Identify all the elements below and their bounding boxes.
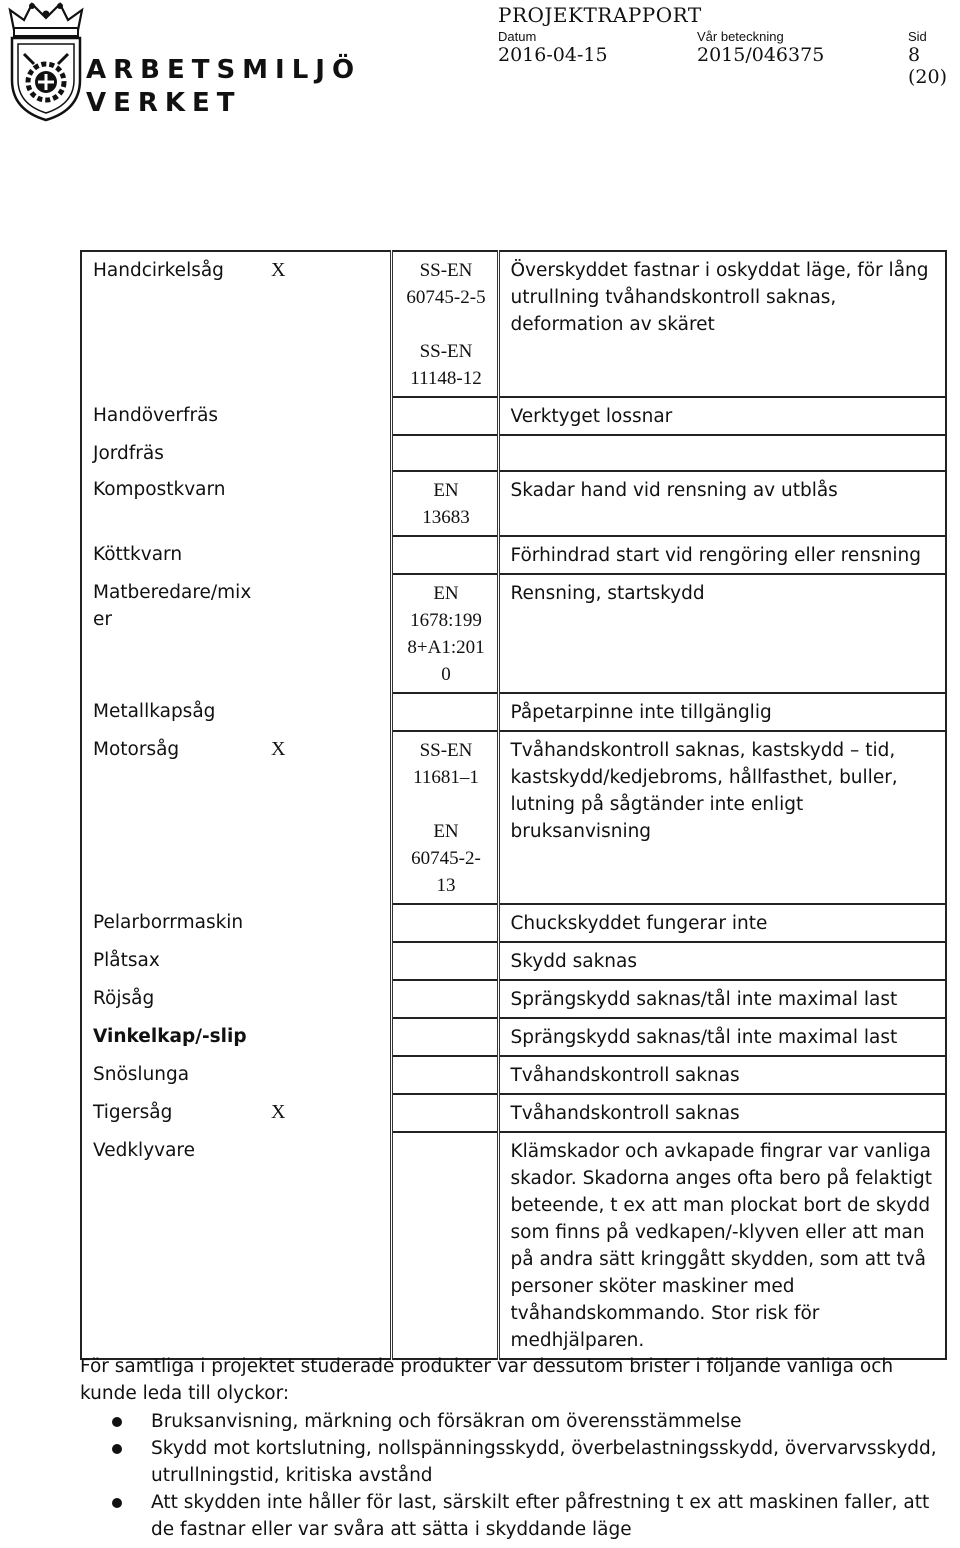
standard-line: 11681–1 [413, 767, 479, 788]
tested-mark-cell: X [260, 251, 391, 397]
standard-line [404, 311, 489, 338]
standard-cell [391, 397, 498, 435]
product-name-cell: Vinkelkap/-slip [81, 1018, 260, 1056]
defect-description-cell [498, 435, 946, 471]
standard-cell [391, 942, 498, 980]
product-name-cell: Pelarborrmaskin [81, 904, 260, 942]
standard-cell [391, 251, 498, 397]
agency-wordmark [86, 54, 361, 120]
list-item-text: Skydd mot kortslutning, nollspänningsskydd, överbelastningsskydd, övervarvsskydd, utrullningstid, kritiska avstånd [151, 1438, 937, 1486]
table-row [81, 251, 946, 397]
standard-cell [391, 980, 498, 1018]
standard-line: EN [433, 480, 459, 501]
standard-line: 13 [436, 875, 456, 896]
product-name-cell: Matberedare/mixer [81, 574, 260, 693]
wordmark-line-1: ARBETSMILJÖ [86, 55, 362, 85]
tested-mark-cell [260, 980, 391, 1018]
product-name-cell: Metallkapsåg [81, 693, 260, 731]
tested-mark-cell [260, 1056, 391, 1094]
standard-cell [391, 1132, 498, 1359]
defect-description-cell: Verktyget lossnar [498, 397, 946, 435]
standard-line: 11148-12 [410, 368, 482, 389]
defect-description-cell: Chuckskyddet fungerar inte [498, 904, 946, 942]
standard-line: 13683 [422, 507, 470, 528]
standard-line: 60745-2- [411, 848, 481, 869]
defect-description-cell: Skydd saknas [498, 942, 946, 980]
table-row [81, 980, 946, 1018]
tested-mark-cell [260, 942, 391, 980]
table-row [81, 397, 946, 435]
tested-mark-cell [260, 574, 391, 693]
standard-line: 0 [441, 664, 451, 685]
page-label: Sid [908, 29, 927, 44]
table-row [81, 574, 946, 693]
defect-description-cell: Tvåhandskontroll saknas [498, 1094, 946, 1132]
tested-mark-cell [260, 536, 391, 574]
list-item [80, 1408, 940, 1435]
tested-mark-cell: X [271, 1101, 286, 1123]
document-type: PROJEKTRAPPORT [498, 3, 702, 27]
product-name-cell: Snöslunga [81, 1056, 260, 1094]
agency-crest-logo [4, 2, 88, 122]
defect-description-cell: Förhindrad start vid rengöring eller rensning [498, 536, 946, 574]
reference-value: 2015/046375 [697, 44, 825, 66]
defect-description-cell: Överskyddet fastnar i oskyddat läge, för lång utrullning tvåhandskontroll saknas, deformation av skäret [498, 251, 946, 397]
standard-line: EN [433, 583, 459, 604]
bullet-icon [112, 1444, 122, 1454]
standard-line: SS-EN [419, 260, 473, 281]
table-row [81, 942, 946, 980]
table-row [81, 731, 946, 904]
standard-cell [391, 1018, 498, 1056]
product-defects-table [80, 250, 947, 1360]
table-row [81, 904, 946, 942]
product-name-cell: Plåtsax [81, 942, 260, 980]
tested-mark-cell [260, 1018, 391, 1056]
tested-mark-cell: X [271, 738, 286, 760]
tested-mark-cell [260, 1132, 391, 1359]
product-name-cell: Motorsåg [81, 731, 260, 904]
tested-mark-cell [260, 397, 391, 435]
standard-cell [391, 731, 498, 904]
standard-line [404, 791, 489, 818]
table-row [81, 693, 946, 731]
table-row [81, 1094, 946, 1132]
defect-description-cell: Tvåhandskontroll saknas [498, 1056, 946, 1094]
bullet-icon [112, 1417, 122, 1427]
tested-mark-cell [260, 435, 391, 471]
standard-cell [391, 435, 498, 471]
defect-description-cell: Sprängskydd saknas/tål inte maximal last [498, 1018, 946, 1056]
table-row [81, 471, 946, 536]
product-name-cell: Kompostkvarn [81, 471, 260, 536]
list-item-text: Att skydden inte håller för last, särskilt efter påfrestning t ex att maskinen faller, att de fastnar eller var svåra att sätta i skyddande läge [151, 1492, 930, 1540]
product-name-cell: Handöverfräs [81, 397, 260, 435]
table-row [81, 1018, 946, 1056]
product-name-cell: Vedklyvare [81, 1132, 260, 1359]
standard-cell [391, 574, 498, 693]
wordmark-line-2: VERKET [86, 88, 242, 118]
table-row [81, 536, 946, 574]
defect-description-cell: Sprängskydd saknas/tål inte maximal last [498, 980, 946, 1018]
deficiency-list [80, 1408, 940, 1543]
table-body [81, 251, 946, 1359]
defect-description-cell: Rensning, startskydd [498, 574, 946, 693]
table-row [81, 1132, 946, 1359]
tested-mark-cell [260, 471, 391, 536]
standard-cell [391, 471, 498, 536]
defect-description-cell: Påpetarpinne inte tillgänglig [498, 693, 946, 731]
standard-cell [391, 536, 498, 574]
standard-line: 8+A1:201 [407, 637, 485, 658]
table-row [81, 1056, 946, 1094]
defect-description-cell: Skadar hand vid rensning av utblås [498, 471, 946, 536]
standard-cell [391, 693, 498, 731]
standard-cell [391, 1056, 498, 1094]
defect-description-cell: Tvåhandskontroll saknas, kastskydd – tid, kastskydd/kedjebroms, hållfasthet, buller, lutning på sågtänder inte enligt bruksanvisning [498, 731, 946, 904]
tested-mark-cell [260, 904, 391, 942]
product-name-cell: Röjsåg [81, 980, 260, 1018]
list-item-text: Bruksanvisning, märkning och försäkran om överensstämmelse [151, 1411, 742, 1432]
product-name-cell: Jordfräs [81, 435, 260, 471]
tested-mark-cell [260, 693, 391, 731]
table-row [81, 435, 946, 471]
defect-description-cell: Klämskador och avkapade fingrar var vanliga skador. Skadorna anges ofta bero på felaktigt beteende, t ex att man plockat bort de skydd som finns på vedkapen/-klyven eller att man på andra sätt kringgått skydden, som att två personer sköter maskiner med tvåhandskommando. Stor risk för medhjälparen. [498, 1132, 946, 1359]
list-item [80, 1435, 940, 1489]
page-value: 8 (20) [908, 44, 948, 88]
standard-line: SS-EN [419, 341, 473, 362]
product-name-cell: Tigersåg [81, 1094, 260, 1132]
date-label: Datum [498, 29, 537, 44]
list-item [80, 1489, 940, 1543]
standard-line: SS-EN [419, 740, 473, 761]
standard-line: 60745-2-5 [406, 287, 486, 308]
standard-line: 1678:199 [410, 610, 482, 631]
product-name-cell: Köttkvarn [81, 536, 260, 574]
standard-cell [391, 904, 498, 942]
summary-paragraph: För samtliga i projektet studerade produkter var dessutom brister i följande vanliga och kunde leda till olyckor: [80, 1356, 894, 1404]
product-name-cell: Handcirkelsåg [81, 251, 260, 397]
bullet-icon [112, 1498, 122, 1508]
date-value: 2016-04-15 [498, 44, 608, 66]
reference-label: Vår beteckning [697, 29, 784, 44]
standard-cell [391, 1094, 498, 1132]
standard-line: EN [433, 821, 459, 842]
